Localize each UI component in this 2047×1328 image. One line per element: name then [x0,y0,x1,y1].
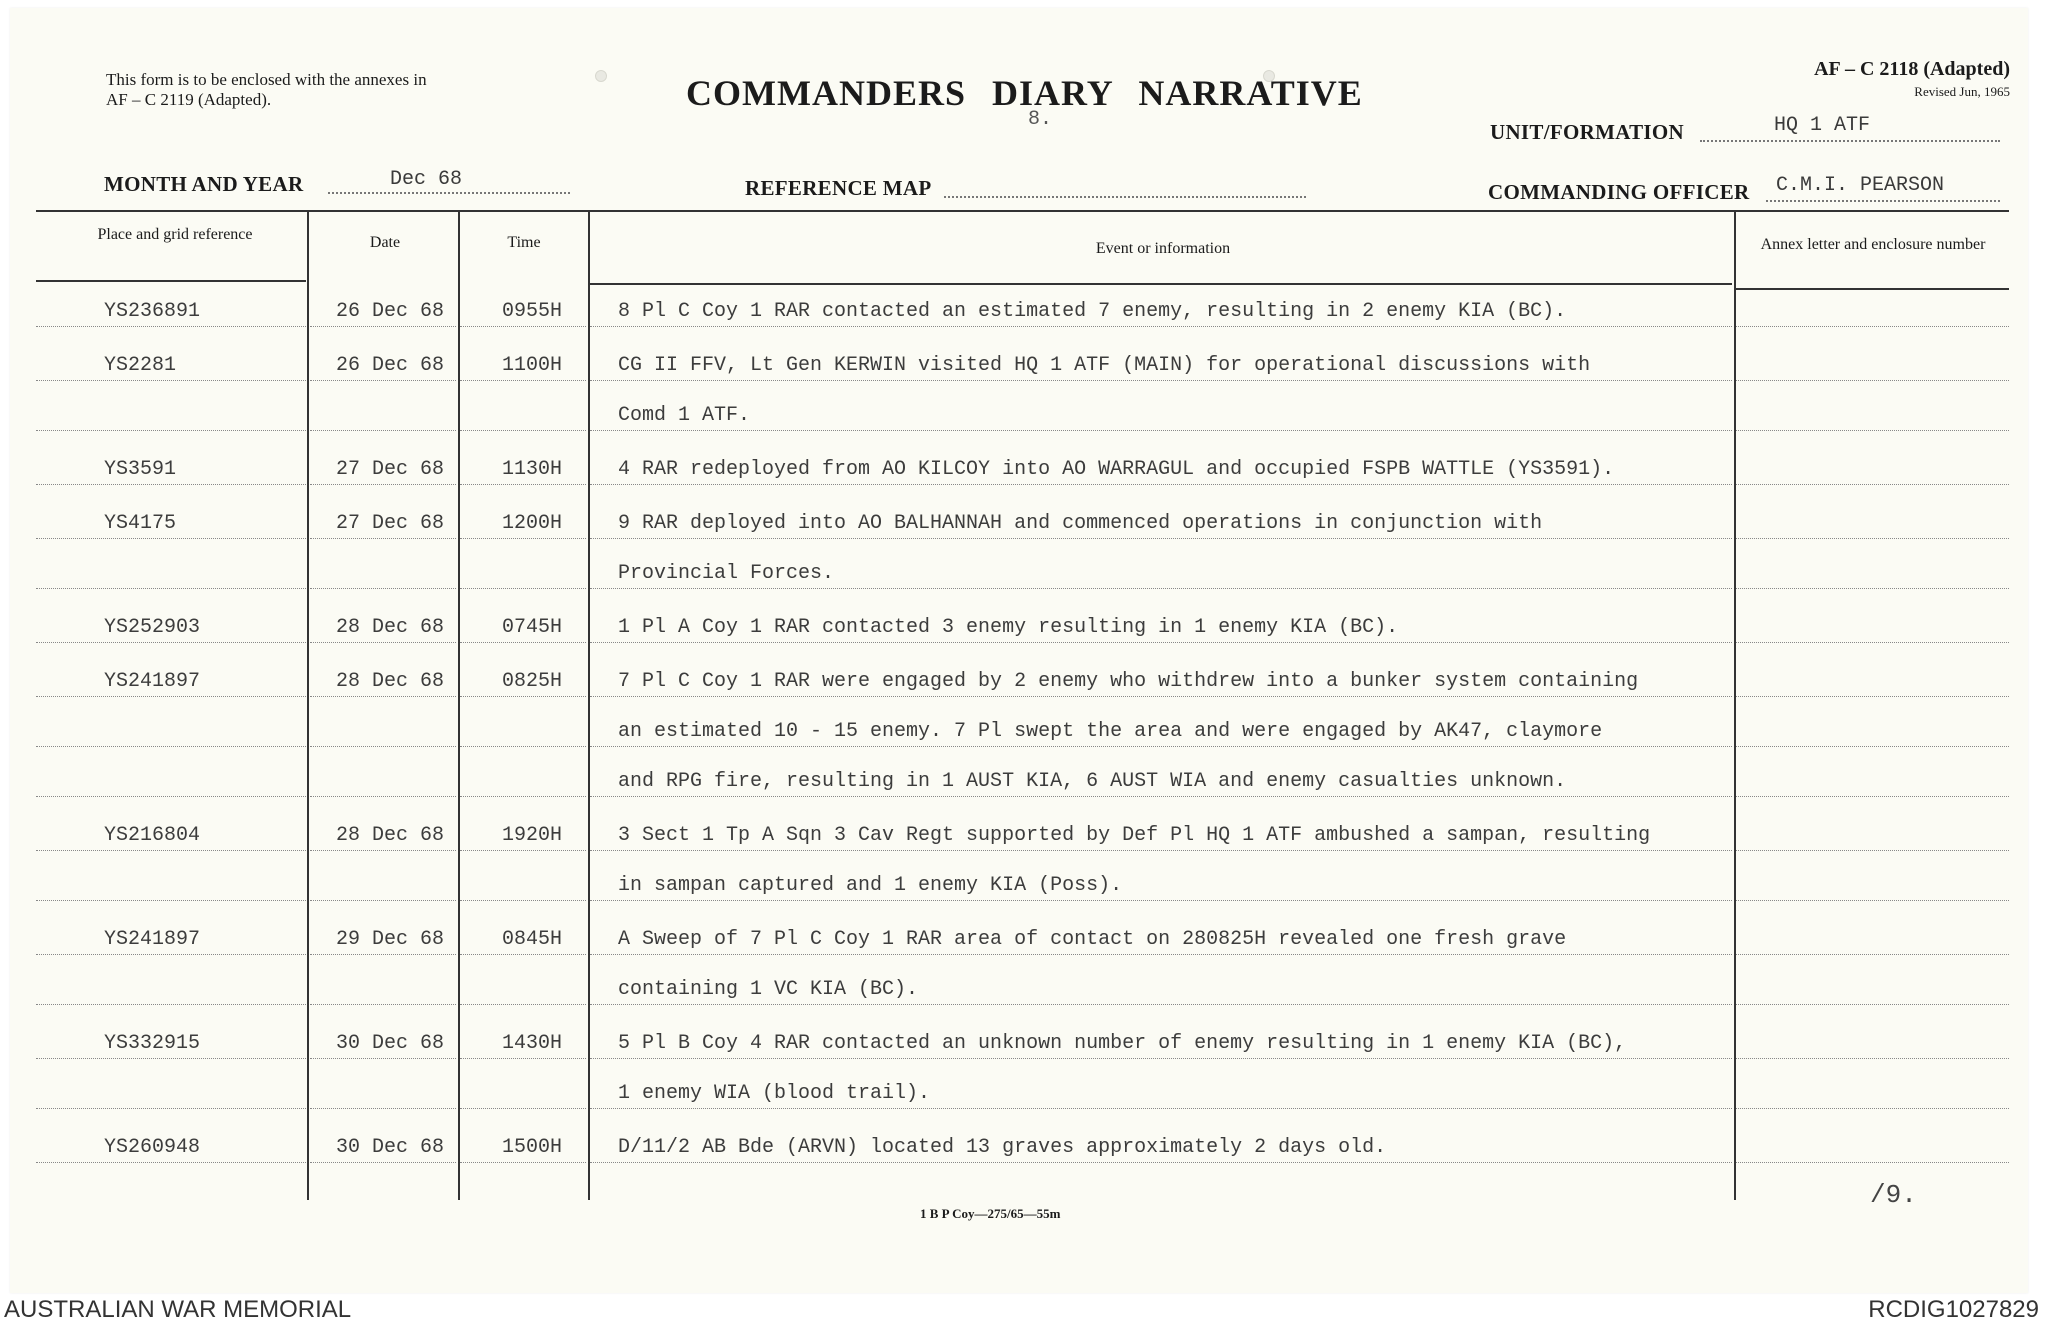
dotted-row-line [590,538,1732,539]
entry-date: 27 Dec 68 [336,512,445,535]
dotted-row-line [36,1004,306,1005]
dotted-row-line [1736,850,2009,851]
event-text-line: 1 enemy WIA (blood trail). [618,1082,931,1105]
month-year-value: Dec 68 [390,168,463,191]
dotted-row-line [590,696,1732,697]
entry-date: 30 Dec 68 [336,1032,445,1055]
commanding-officer-value: C.M.I. PEARSON [1776,174,1945,197]
dotted-row-line [36,380,306,381]
entry-time: 0745H [502,616,563,639]
grid-reference: YS216804 [104,824,201,847]
entry-time: 0955H [502,300,563,323]
dotted-row-line [310,380,456,381]
dotted-row-line [590,1058,1732,1059]
dotted-row-line [590,954,1732,955]
column-header-time: Time [507,234,541,251]
dotted-row-line [310,538,456,539]
dotted-row-line [590,1162,1732,1163]
table-top-rule [36,210,2009,212]
grid-reference: YS236891 [104,300,201,323]
dotted-row-line [590,430,1732,431]
dotted-row-line [36,696,306,697]
dotted-row-line [460,326,586,327]
dotted-row-line [590,326,1732,327]
dotted-row-line [310,1108,456,1109]
header-rule [590,283,1732,285]
commanding-officer-label: COMMANDING OFFICER [1488,180,1750,204]
dotted-row-line [310,954,456,955]
unit-value: HQ 1 ATF [1774,114,1871,137]
dotted-row-line [36,850,306,851]
dotted-row-line [1736,1162,2009,1163]
dotted-row-line [460,430,586,431]
entry-time: 1920H [502,824,563,847]
entry-date: 28 Dec 68 [336,824,445,847]
event-text-line: Comd 1 ATF. [618,404,751,427]
event-text-line: Provincial Forces. [618,562,835,585]
dotted-row-line [310,1162,456,1163]
grid-reference: YS2281 [104,354,177,377]
entry-time: 0825H [502,670,563,693]
dotted-row-line [36,326,306,327]
month-dots [328,192,570,194]
dotted-row-line [590,588,1732,589]
entry-time: 1430H [502,1032,563,1055]
dotted-row-line [1736,642,2009,643]
dotted-row-line [36,796,306,797]
dotted-row-line [1736,746,2009,747]
dotted-row-line [460,746,586,747]
footer-record-id: RCDIG1027829 [1868,1296,2039,1323]
entry-date: 27 Dec 68 [336,458,445,481]
event-text-line: in sampan captured and 1 enemy KIA (Poss). [618,874,1123,897]
event-text-line: CG II FFV, Lt Gen KERWIN visited HQ 1 ATF (MAIN) for operational discussions with [618,354,1591,377]
dotted-row-line [460,588,586,589]
dotted-row-line [36,538,306,539]
dotted-row-line [460,642,586,643]
column-divider [1734,210,1736,1200]
refmap-dots [944,196,1306,198]
dotted-row-line [310,900,456,901]
dotted-row-line [1736,326,2009,327]
dotted-row-line [310,588,456,589]
entry-date: 28 Dec 68 [336,670,445,693]
dotted-row-line [36,1108,306,1109]
header-rule [1736,288,2009,290]
dotted-row-line [590,1004,1732,1005]
dotted-row-line [1736,954,2009,955]
dotted-row-line [1736,588,2009,589]
dotted-row-line [310,1058,456,1059]
dotted-row-line [460,484,586,485]
grid-reference: YS3591 [104,458,177,481]
dotted-row-line [1736,1058,2009,1059]
footer-archive-name: AUSTRALIAN WAR MEMORIAL [4,1296,352,1323]
dotted-row-line [590,746,1732,747]
grid-reference: YS241897 [104,670,201,693]
dotted-row-line [460,850,586,851]
column-divider [588,210,590,1200]
column-header-event: Event or information [1095,240,1231,257]
dotted-row-line [460,1004,586,1005]
dotted-row-line [36,484,306,485]
dotted-row-line [590,850,1732,851]
entry-time: 1100H [502,354,563,377]
dotted-row-line [590,380,1732,381]
dotted-row-line [36,588,306,589]
event-text-line: 8 Pl C Coy 1 RAR contacted an estimated 7 enemy, resulting in 2 enemy KIA (BC). [618,300,1567,323]
reference-map-label: REFERENCE MAP [745,176,932,200]
event-text-line: 9 RAR deployed into AO BALHANNAH and commenced operations in conjunction with [618,512,1543,535]
entry-date: 28 Dec 68 [336,616,445,639]
page-number: 8. [1028,108,1053,131]
dotted-row-line [310,746,456,747]
dotted-row-line [460,538,586,539]
enclosure-note: This form is to be enclosed with the annexes in AF – C 2119 (Adapted). [106,70,427,109]
dotted-row-line [310,326,456,327]
dotted-row-line [1736,1108,2009,1109]
dotted-row-line [460,1162,586,1163]
co-dots [1766,200,2000,202]
event-text-line: 1 Pl A Coy 1 RAR contacted 3 enemy resulting in 1 enemy KIA (BC). [618,616,1399,639]
dotted-row-line [590,900,1732,901]
dotted-row-line [460,1108,586,1109]
dotted-row-line [36,746,306,747]
dotted-row-line [1736,796,2009,797]
dotted-row-line [460,900,586,901]
dotted-row-line [36,642,306,643]
event-text-line: 4 RAR redeployed from AO KILCOY into AO WARRAGUL and occupied FSPB WATTLE (YS3591). [618,458,1615,481]
grid-reference: YS332915 [104,1032,201,1055]
dotted-row-line [36,1058,306,1059]
event-text-line: D/11/2 AB Bde (ARVN) located 13 graves approximately 2 days old. [618,1136,1387,1159]
dotted-row-line [310,850,456,851]
dotted-row-line [460,954,586,955]
form-code: AF – C 2118 (Adapted) [1814,58,2010,80]
dotted-row-line [310,796,456,797]
entry-date: 26 Dec 68 [336,354,445,377]
event-text-line: A Sweep of 7 Pl C Coy 1 RAR area of contact on 280825H revealed one fresh grave [618,928,1567,951]
entry-time: 1200H [502,512,563,535]
dotted-row-line [460,696,586,697]
dotted-row-line [460,1058,586,1059]
grid-reference: YS260948 [104,1136,201,1159]
printer-imprint: 1 B P Coy—275/65—55m [920,1206,1061,1221]
month-year-label: MONTH AND YEAR [104,172,304,196]
dotted-row-line [36,430,306,431]
dotted-row-line [310,696,456,697]
event-text-line: 5 Pl B Coy 4 RAR contacted an unknown number of enemy resulting in 1 enemy KIA (BC), [618,1032,1627,1055]
event-text-line: 7 Pl C Coy 1 RAR were engaged by 2 enemy who withdrew into a bunker system containing [618,670,1639,693]
dotted-row-line [310,1004,456,1005]
dotted-row-line [310,484,456,485]
punch-hole [595,70,607,82]
grid-reference: YS4175 [104,512,177,535]
event-text-line: an estimated 10 - 15 enemy. 7 Pl swept the area and were engaged by AK47, claymore [618,720,1603,743]
dotted-row-line [36,1162,306,1163]
grid-reference: YS241897 [104,928,201,951]
event-text-line: and RPG fire, resulting in 1 AUST KIA, 6 AUST WIA and enemy casualties unknown. [618,770,1567,793]
dotted-row-line [460,380,586,381]
entry-time: 1130H [502,458,563,481]
dotted-row-line [310,430,456,431]
page-mark: /9. [1870,1180,1917,1210]
grid-reference: YS252903 [104,616,201,639]
dotted-row-line [460,796,586,797]
dotted-row-line [590,1108,1732,1109]
column-header-date: Date [369,234,401,251]
column-divider [458,210,460,1200]
entry-date: 26 Dec 68 [336,300,445,323]
dotted-row-line [590,796,1732,797]
entry-date: 30 Dec 68 [336,1136,445,1159]
dotted-row-line [1736,380,2009,381]
event-text-line: containing 1 VC KIA (BC). [618,978,919,1001]
event-text-line: 3 Sect 1 Tp A Sqn 3 Cav Regt supported by Def Pl HQ 1 ATF ambushed a sampan, resulting [618,824,1651,847]
dotted-row-line [1736,430,2009,431]
header-rule [36,280,306,282]
dotted-row-line [1736,538,2009,539]
dotted-row-line [1736,484,2009,485]
unit-label: UNIT/FORMATION [1490,120,1684,144]
dotted-row-line [310,642,456,643]
dotted-row-line [1736,1004,2009,1005]
dotted-row-line [590,484,1732,485]
column-divider [307,210,309,1200]
revised-date: Revised Jun, 1965 [1914,84,2010,99]
unit-dots [1700,140,2000,142]
dotted-row-line [36,900,306,901]
entry-time: 1500H [502,1136,563,1159]
dotted-row-line [590,642,1732,643]
dotted-row-line [36,954,306,955]
entry-time: 0845H [502,928,563,951]
column-header-annex: Annex letter and enclosure number [1760,236,1986,253]
entry-date: 29 Dec 68 [336,928,445,951]
form-title: COMMANDERS DIARY NARRATIVE [686,73,1363,113]
dotted-row-line [1736,696,2009,697]
dotted-row-line [1736,900,2009,901]
column-header-place: Place and grid reference [97,226,253,243]
